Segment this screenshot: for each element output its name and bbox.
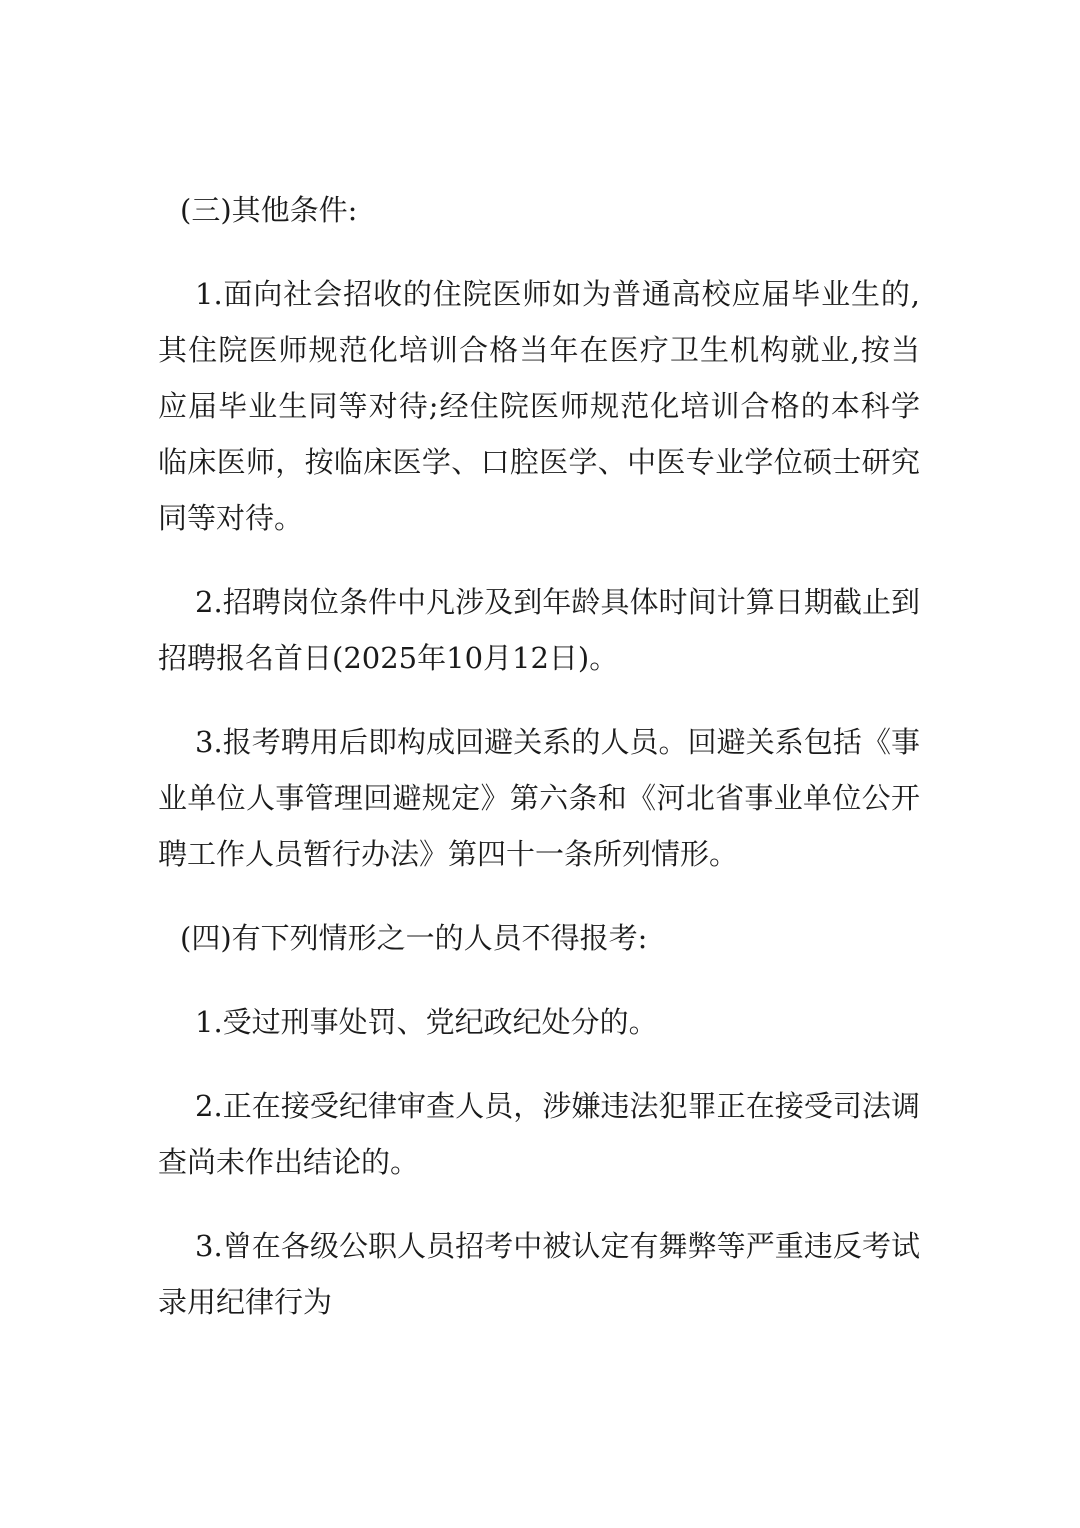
text-line: 同等对待。 [158, 501, 304, 535]
document-body [158, 182, 920, 1358]
text-line: 查尚未作出结论的。 [158, 1145, 420, 1179]
list-paragraph [158, 994, 920, 1050]
list-paragraph [158, 574, 920, 686]
section-heading [158, 182, 920, 238]
text-line: 3.曾在各级公职人员招考中被认定有舞弊等严重违反考试 [195, 1229, 920, 1263]
list-paragraph [158, 1078, 920, 1190]
text-line: 应届毕业生同等对待;经住院医师规范化培训合格的本科学 [158, 389, 920, 423]
text-line: 1.面向社会招收的住院医师如为普通高校应届毕业生的, [195, 277, 920, 311]
text-line: 临床医师，按临床医学、口腔医学、中医专业学位硕士研究 [158, 445, 920, 479]
text-line: 1.受过刑事处罚、党纪政纪处分的。 [195, 1005, 658, 1039]
text-line: 业单位人事管理回避规定》第六条和《河北省事业单位公开 [158, 781, 920, 815]
text-line: (三)其他条件: [180, 193, 358, 227]
text-line: (四)有下列情形之一的人员不得报考: [180, 921, 648, 955]
text-line: 2.招聘岗位条件中凡涉及到年龄具体时间计算日期截止到 [195, 585, 920, 619]
text-line: 2.正在接受纪律审查人员，涉嫌违法犯罪正在接受司法调 [195, 1089, 920, 1123]
text-line: 其住院医师规范化培训合格当年在医疗卫生机构就业,按当 [158, 333, 920, 367]
list-paragraph [158, 1218, 920, 1330]
text-line: 3.报考聘用后即构成回避关系的人员。回避关系包括《事 [195, 725, 920, 759]
section-heading [158, 910, 920, 966]
text-line: 招聘报名首日(2025年10月12日)。 [158, 641, 619, 675]
text-line: 录用纪律行为 [158, 1285, 333, 1319]
list-paragraph [158, 266, 920, 546]
text-line: 聘工作人员暂行办法》第四十一条所列情形。 [158, 837, 739, 871]
list-paragraph [158, 714, 920, 882]
